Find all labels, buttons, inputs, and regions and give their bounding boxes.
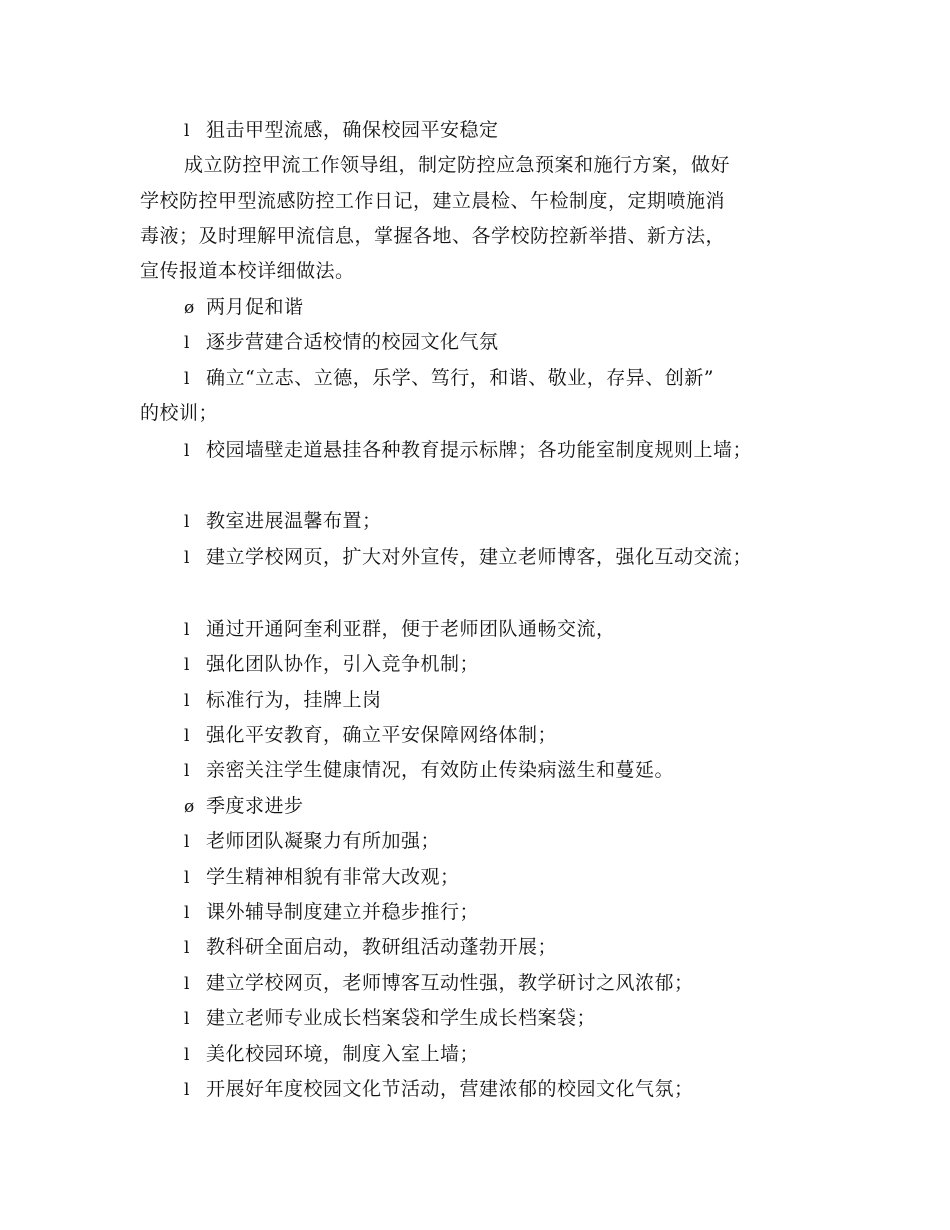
line-text: 建立老师专业成长档案袋和学生成长档案袋； <box>206 1007 597 1029</box>
line-text: 课外辅导制度建立并稳步推行； <box>206 901 480 923</box>
bullet-marker: l <box>184 512 190 532</box>
text-line <box>184 509 382 534</box>
text-line <box>184 153 730 177</box>
bullet-marker: l <box>184 369 190 389</box>
bullet-marker: l <box>184 903 190 923</box>
text-line <box>184 1077 694 1102</box>
bullet-marker: l <box>184 333 190 353</box>
bullet-marker: ø <box>184 298 195 318</box>
bullet-marker: l <box>184 1009 190 1029</box>
line-text: 季度求进步 <box>206 795 304 817</box>
line-text: 宣传报道本校详细做法。 <box>140 260 355 282</box>
line-text: 教室进展温馨布置； <box>206 510 382 532</box>
bullet-marker: l <box>184 761 190 781</box>
text-line <box>184 935 557 960</box>
text-line <box>184 900 479 925</box>
text-line <box>184 758 674 783</box>
text-line <box>184 1042 479 1067</box>
text-line <box>184 829 440 854</box>
text-line <box>184 118 499 143</box>
line-text: 教科研全面启动，教研组活动蓬勃开展； <box>206 936 558 958</box>
text-line <box>184 723 557 748</box>
line-text: 通过开通阿奎利亚群，便于老师团队通畅交流， <box>206 618 616 640</box>
bullet-marker: l <box>184 655 190 675</box>
text-line <box>184 330 499 355</box>
text-line <box>184 545 752 570</box>
text-line <box>184 1006 596 1031</box>
bullet-marker: l <box>184 938 190 958</box>
text-line <box>184 652 479 677</box>
text-line <box>184 295 304 320</box>
bullet-marker: ø <box>184 797 195 817</box>
line-text: 亲密关注学生健康情况，有效防止传染病滋生和蔓延。 <box>206 759 675 781</box>
bullet-marker: l <box>184 691 190 711</box>
bullet-marker: l <box>184 1045 190 1065</box>
text-line <box>184 865 460 890</box>
line-text: 老师团队凝聚力有所加强； <box>206 830 441 852</box>
text-line <box>184 366 714 391</box>
text-line <box>140 401 218 425</box>
bullet-marker: l <box>184 832 190 852</box>
text-line <box>184 971 694 996</box>
text-line <box>184 438 752 463</box>
text-line <box>184 617 616 642</box>
text-line <box>140 189 725 213</box>
bullet-marker: l <box>184 726 190 746</box>
line-text: 校园墙壁走道悬挂各种教育提示标牌；各功能室制度规则上墙； <box>206 439 753 461</box>
line-text: 学生精神相貌有非常大改观； <box>206 866 460 888</box>
bullet-marker: l <box>184 548 190 568</box>
line-text: 的校训； <box>140 402 219 424</box>
text-line <box>184 688 382 713</box>
line-text: 学校防控甲型流感防控工作日记，建立晨检、午检制度，定期喷施消 <box>140 190 726 212</box>
text-line <box>140 224 725 248</box>
line-text: 逐步营建合适校情的校园文化气氛 <box>206 331 499 353</box>
bullet-marker: l <box>184 1080 190 1100</box>
line-text: 标准行为，挂牌上岗 <box>206 689 382 711</box>
line-text: 强化团队协作，引入竞争机制； <box>206 653 480 675</box>
line-text: 开展好年度校园文化节活动，营建浓郁的校园文化气氛； <box>206 1078 694 1100</box>
line-text: 两月促和谐 <box>206 296 304 318</box>
bullet-marker: l <box>184 441 190 461</box>
line-text: 美化校园环境，制度入室上墙； <box>206 1043 480 1065</box>
line-text: 建立学校网页，扩大对外宣传，建立老师博客，强化互动交流； <box>206 546 753 568</box>
line-text: 强化平安教育，确立平安保障网络体制； <box>206 724 558 746</box>
line-text: 毒液；及时理解甲流信息，掌握各地、各学校防控新举措、新方法， <box>140 225 726 247</box>
bullet-marker: l <box>184 868 190 888</box>
text-line <box>140 259 355 283</box>
bullet-marker: l <box>184 121 190 141</box>
line-text: 狙击甲型流感，确保校园平安稳定 <box>206 119 499 141</box>
bullet-marker: l <box>184 974 190 994</box>
line-text: 建立学校网页，老师博客互动性强，教学研讨之风浓郁； <box>206 972 694 994</box>
bullet-marker: l <box>184 620 190 640</box>
line-text: 成立防控甲流工作领导组，制定防控应急预案和施行方案，做好 <box>184 154 731 176</box>
line-text: 确立“立志、立德，乐学、笃行，和谐、敬业，存异、创新” <box>206 367 714 389</box>
text-line <box>184 794 304 819</box>
